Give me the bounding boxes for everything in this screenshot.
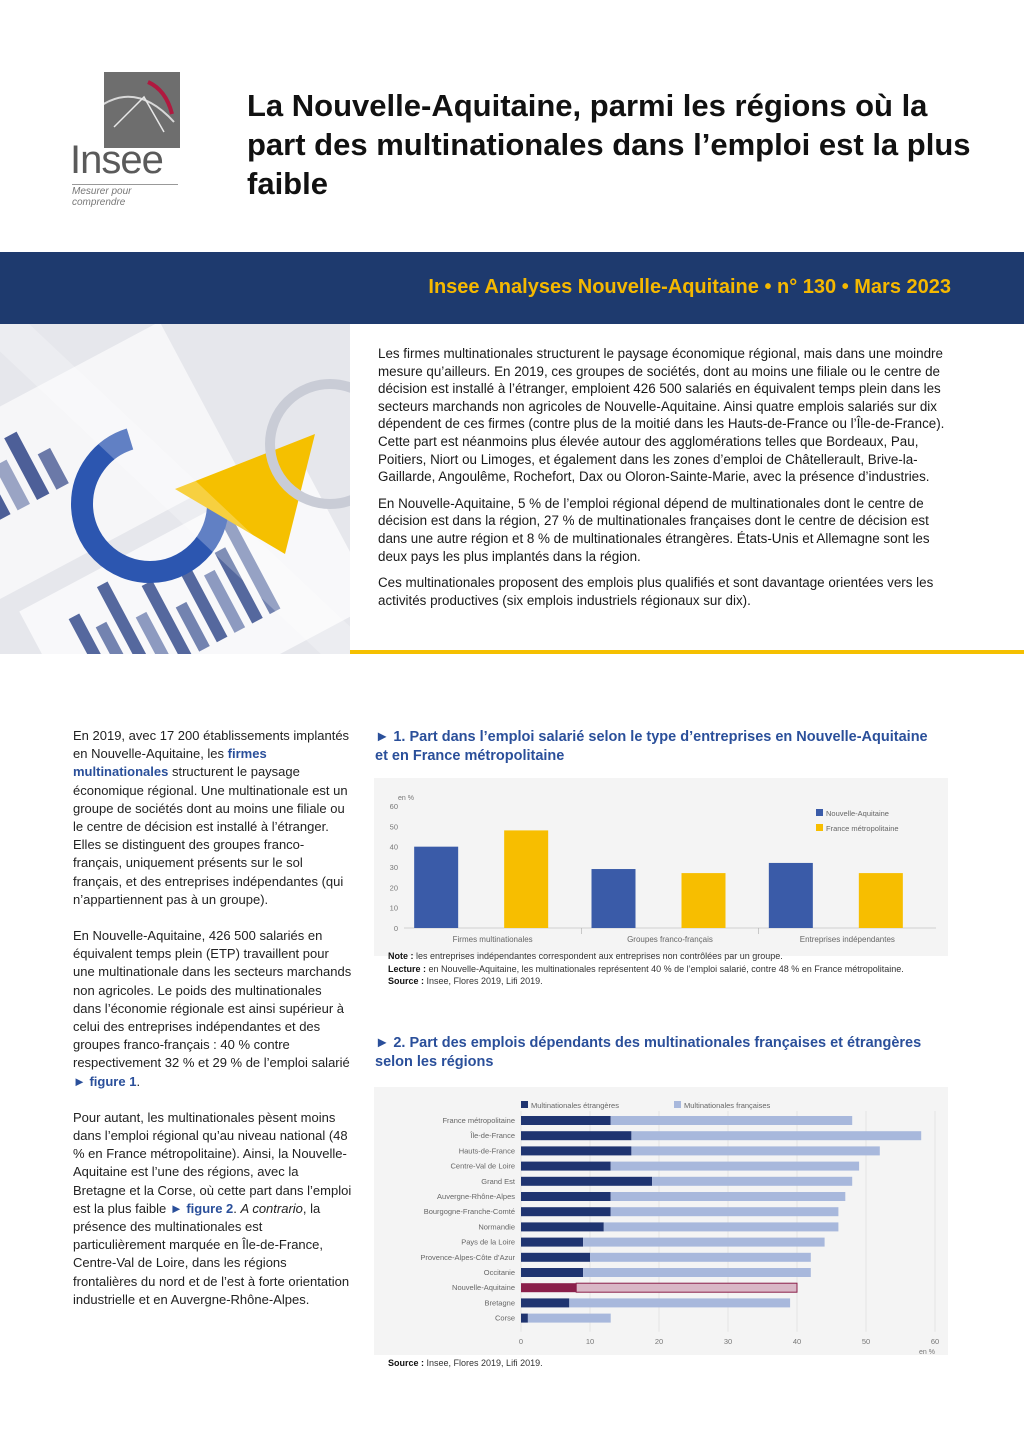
bar-foreign (521, 1207, 611, 1216)
bar-foreign (521, 1192, 611, 1201)
bar-foreign (521, 1298, 569, 1307)
figure-note (388, 950, 948, 963)
text-run: , la présence des multinationales est particulièrement marquée en Île-de-France, Centre-Val de Loire, dans les régions frontalières du nord et de l’est à forte orientation industrielle et en Auvergne-Rhône-Alpes. (73, 1200, 350, 1307)
x-tick-label: Entreprises indépendantes (799, 935, 895, 944)
bar (414, 847, 458, 928)
bar-french (652, 1177, 852, 1186)
figure-1-link[interactable]: ► figure 1 (73, 1073, 137, 1089)
legend-swatch (674, 1101, 681, 1108)
bar-french (569, 1298, 790, 1307)
figure-2-link[interactable]: ► figure 2 (169, 1200, 234, 1216)
legend-label: Multinationales étrangères (531, 1101, 619, 1110)
y-tick-label: Hauts-de-France (458, 1146, 515, 1156)
bar-foreign (521, 1222, 604, 1231)
text-run: . (233, 1200, 241, 1216)
source-text: Insee, Flores 2019, Lifi 2019. (424, 976, 543, 986)
note-label: Note : (388, 951, 414, 961)
legend-label: Multinationales françaises (684, 1101, 771, 1110)
bar-french (611, 1207, 839, 1216)
x-tick-label: 0 (518, 1336, 524, 1346)
text-run: A contrario (240, 1200, 303, 1216)
bar-french (611, 1116, 853, 1125)
logo-mark (104, 72, 180, 148)
source-text: Insee, Flores 2019, Lifi 2019. (424, 1358, 543, 1368)
abstract (378, 345, 956, 618)
y-tick-label: Provence-Alpes-Côte d’Azur (420, 1252, 515, 1262)
abstract-paragraph: Les firmes multinationales structurent le paysage économique régional, mais dans une moindre mesure qu’ailleurs. En 2019, ces groupes de sociétés, dont au moins une filiale ou le centre de décision est installé à l’étranger, emploient 426 500 salariés en équivalent temps plein dans les secteurs marchands non agricoles de Nouvelle-Aquitaine. Ainsi quatre emplois salariés sur dix dépendent de ces firmes (contre plus de la moitié dans les Hauts-de-France ou l’Île-de-France). Cette part est néanmoins plus élevée autour des agglomérations telles que Bordeaux, Pau, Poitiers, Niort ou Limoges, et également dans les zones d’emploi de Châtellerault, Brive-la-Gaillarde, Angoulême, Rochefort, Dax ou Oloron-Sainte-Marie, avec la présence d’industries. (378, 346, 945, 485)
bar (769, 863, 813, 928)
bar-foreign (521, 1314, 528, 1323)
y-tick-label: Corse (494, 1313, 515, 1323)
legend-swatch (816, 809, 823, 816)
bar-french (604, 1222, 839, 1231)
unit-label: en % (398, 795, 414, 802)
y-tick-label: Normandie (478, 1222, 515, 1232)
bar-french (583, 1238, 825, 1247)
x-tick-label: 20 (654, 1336, 664, 1346)
bar-french (590, 1253, 811, 1262)
hero-illustration (0, 324, 350, 654)
x-tick-label: 60 (930, 1336, 940, 1346)
logo-tagline: Mesurer pour comprendre (72, 184, 178, 208)
y-tick-label: 30 (389, 863, 398, 872)
abstract-paragraph: En Nouvelle-Aquitaine, 5 % de l’emploi régional dépend de multinationales dont le centre de décision est dans la région, 27 % de multinationales françaises dont le centre de décision est dans une autre région et 8 % de multinationales étrangères. États-Unis et Allemagne sont les deux pays les plus implantés dans la région. (378, 495, 930, 564)
body-paragraph (73, 1109, 353, 1309)
figure-1-notes (388, 950, 948, 988)
legend-label: Nouvelle-Aquitaine (826, 809, 889, 818)
legend-swatch (816, 824, 823, 831)
bar-foreign (521, 1238, 583, 1247)
figure-title-text: Part dans l’emploi salarié selon le type d’entreprises en Nouvelle-Aquitaine et en France métropolitaine (375, 729, 928, 764)
note-text: les entreprises indépendantes correspondent aux entreprises non contrôlées par un groupe. (413, 951, 783, 961)
bar-foreign (521, 1283, 576, 1292)
reading-text: en Nouvelle-Aquitaine, les multinationales représentent 40 % de l’emploi salarié, contre 48 % en France métropolitaine. (426, 963, 904, 974)
bar-french (576, 1283, 797, 1292)
text-run: Pour autant, les multinationales pèsent moins dans l’emploi régional qu’au niveau national (48 % en France métropolitaine). Ainsi, la Nouvelle-Aquitaine est l’une des régions, avec la Bretagne et la Corse, où cette part dans l’emploi est la plus faible (73, 1109, 352, 1216)
text-run: structurent le paysage économique régional. Une multinationale est un groupe de sociétés dont au moins une filiale ou le centre de décision est installé à l’étranger. Elles se distinguent des groupes franco-français, uniquement présents sur le sol français, et des entreprises indépendantes (qui n’appartiennent pas à un groupe). (73, 764, 348, 907)
insee-logo (70, 72, 185, 208)
bar (859, 873, 903, 928)
source-label: Source : (388, 1358, 425, 1368)
bar-foreign (521, 1116, 611, 1125)
x-tick-label: Firmes multinationales (452, 935, 533, 944)
figure-1-svg (374, 778, 948, 956)
y-tick-label: 50 (389, 822, 398, 832)
bar-foreign (521, 1268, 583, 1277)
figure-title-text: Part des emplois dépendants des multinationales françaises et étrangères selon les régions (375, 1035, 922, 1070)
legend-label: France métropolitaine (826, 824, 899, 833)
figure-2-source (388, 1357, 928, 1370)
x-tick-label: 10 (585, 1336, 595, 1346)
bar-french (528, 1314, 611, 1323)
body-paragraph (73, 727, 353, 909)
y-tick-label: Bretagne (484, 1298, 515, 1308)
x-tick-label: Groupes franco-français (627, 935, 713, 944)
glossary-link[interactable]: firmes multinationales (73, 746, 267, 780)
y-tick-label: Nouvelle-Aquitaine (452, 1283, 515, 1293)
y-tick-label: 60 (389, 802, 398, 811)
y-tick-label: 0 (393, 924, 398, 933)
x-tick-label: 50 (861, 1336, 871, 1346)
bar-french (611, 1192, 846, 1201)
x-tick-label: 30 (723, 1336, 733, 1346)
text-run: En Nouvelle-Aquitaine, 426 500 salariés en équivalent temps plein (ETP) travaillent pour une multinationale dans les secteurs marchands non agricoles. Le poids des multinationales dans l’économie régionale est ainsi supérieur à celui des entreprises indépendantes et des groupes franco-français : 40 % contre respectivement 32 % et 29 % de l’emploi salarié (73, 928, 352, 1071)
x-tick-label: 40 (792, 1336, 802, 1346)
abstract-paragraph: Ces multinationales proposent des emplois plus qualifiés et sont davantage orientées vers les activités productives (six emplois industriels régionaux sur dix). (378, 575, 934, 608)
page-title: La Nouvelle-Aquitaine, parmi les régions où la part des multinationales dans l’emploi est la plus faible (247, 88, 971, 201)
arrow-icon: ► (375, 729, 390, 745)
text-run: . (136, 1073, 141, 1089)
figure-2-chart (374, 1087, 948, 1355)
y-tick-label: Île-de-France (470, 1131, 515, 1141)
bar-french (611, 1162, 859, 1171)
arrow-icon: ► (375, 1035, 390, 1051)
y-tick-label: France métropolitaine (442, 1116, 515, 1125)
publication-reference: Insee Analyses Nouvelle-Aquitaine • n° 130 • Mars 2023 (428, 276, 951, 298)
bar-french (631, 1146, 879, 1155)
bar-french (583, 1268, 811, 1277)
y-tick-label: 10 (389, 903, 398, 913)
figure-number: 2. (393, 1035, 406, 1051)
logo-word: Insee (70, 138, 163, 182)
body-paragraph (73, 927, 353, 1091)
bar (592, 869, 636, 928)
y-tick-label: Bourgogne-Franche-Comté (423, 1207, 515, 1217)
figure-1-title (375, 728, 935, 766)
bar-foreign (521, 1177, 652, 1186)
body-column (73, 727, 353, 1327)
bar (682, 873, 726, 928)
bar-french (631, 1131, 921, 1140)
figure-2-title (375, 1034, 935, 1072)
figure-2-svg (374, 1087, 948, 1355)
reading-label: Lecture : (388, 963, 427, 974)
bar (504, 830, 548, 928)
y-tick-label: 20 (389, 883, 398, 893)
bar-foreign (521, 1162, 611, 1171)
y-tick-label: Occitanie (483, 1268, 515, 1277)
figure-reading (388, 963, 948, 976)
divider (350, 650, 1024, 654)
figure-source (388, 975, 948, 988)
bar-foreign (521, 1131, 631, 1140)
source-label: Source : (388, 976, 425, 986)
y-tick-label: 40 (389, 842, 398, 852)
figure-1-chart (374, 778, 948, 956)
figure-number: 1. (393, 729, 406, 745)
bar-foreign (521, 1146, 631, 1155)
bar-foreign (521, 1253, 590, 1262)
y-tick-label: Pays de la Loire (461, 1237, 515, 1247)
y-tick-label: Centre-Val de Loire (450, 1161, 515, 1171)
y-tick-label: Grand Est (481, 1176, 515, 1186)
legend-swatch (521, 1101, 528, 1108)
text-run: En 2019, avec 17 200 établissements implantés en Nouvelle-Aquitaine, les (73, 728, 350, 762)
y-tick-label: Auvergne-Rhône-Alpes (437, 1192, 515, 1201)
unit-label: en % (919, 1348, 935, 1355)
